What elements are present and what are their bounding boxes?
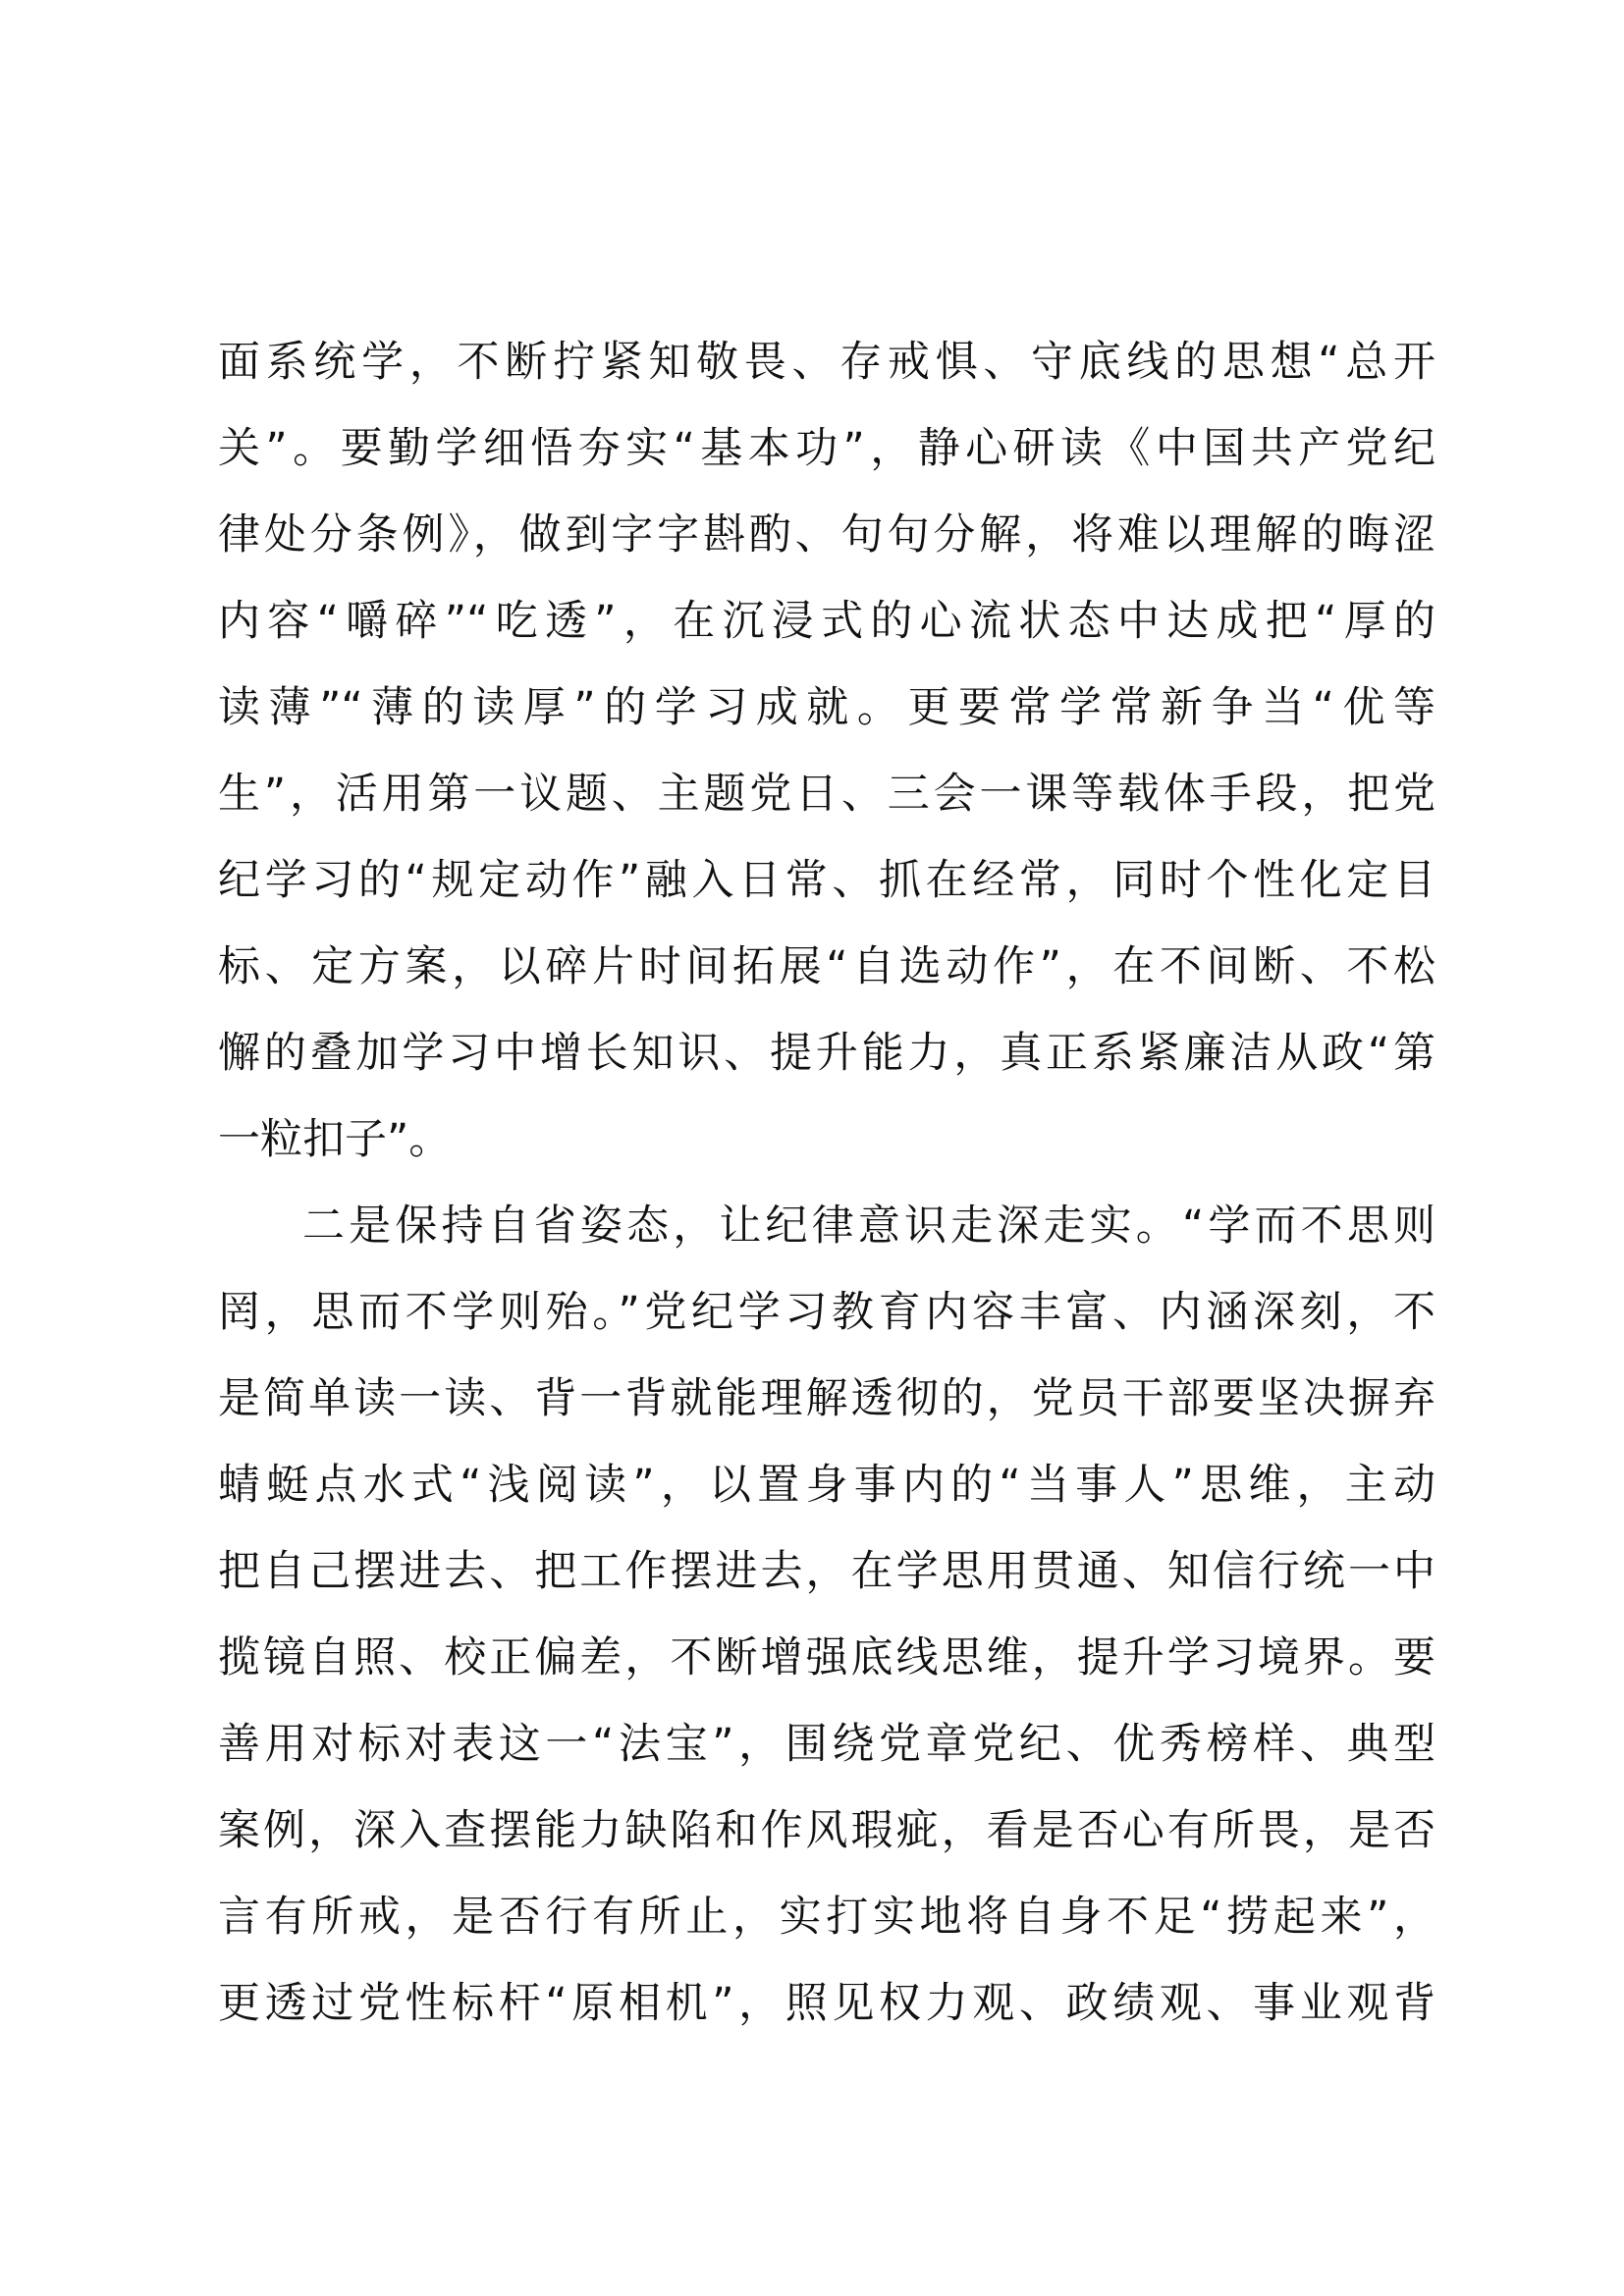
text-line: 律处分条例》，做到字字斟酌、句句分解，将难以理解的晦涩 bbox=[218, 510, 1435, 560]
text-line: 关”。要勤学细悟夯实“基本功”，静心研读《中国共产党纪 bbox=[218, 424, 1435, 473]
text-line: 生”，活用第一议题、主题党日、三会一课等载体手段，把党 bbox=[218, 770, 1435, 819]
text-line: 把自己摆进去、把工作摆进去，在学思用贯通、知信行统一中 bbox=[218, 1547, 1435, 1596]
text-line: 蜻蜓点水式“浅阅读”，以置身事内的“当事人”思维，主动 bbox=[218, 1461, 1435, 1510]
text-line: 面系统学，不断拧紧知敬畏、存戒惧、守底线的思想“总开 bbox=[218, 338, 1435, 387]
text-line: 揽镜自照、校正偏差，不断增强底线思维，提升学习境界。要 bbox=[218, 1633, 1435, 1682]
text-line: 内容“嚼碎”“吃透”，在沉浸式的心流状态中达成把“厚的 bbox=[218, 597, 1435, 646]
paragraph-start-line: 二是保持自省姿态，让纪律意识走深走实。“学而不思则 bbox=[302, 1201, 1435, 1251]
text-line: 是简单读一读、背一背就能理解透彻的，党员干部要坚决摒弃 bbox=[218, 1374, 1435, 1423]
text-line: 懈的叠加学习中增长知识、提升能力，真正系紧廉洁从政“第 bbox=[218, 1029, 1435, 1078]
text-line: 一粒扣子”。 bbox=[218, 1115, 452, 1164]
text-line: 读薄”“薄的读厚”的学习成就。更要常学常新争当“优等 bbox=[218, 683, 1435, 732]
text-line: 案例，深入查摆能力缺陷和作风瑕疵，看是否心有所畏，是否 bbox=[218, 1806, 1435, 1855]
body-text bbox=[218, 319, 1435, 2047]
text-line: 更透过党性标杆“原相机”，照见权力观、政绩观、事业观背 bbox=[218, 1979, 1435, 2028]
text-line: 标、定方案，以碎片时间拓展“自选动作”，在不间断、不松 bbox=[218, 942, 1435, 991]
text-line: 善用对标对表这一“法宝”，围绕党章党纪、优秀榜样、典型 bbox=[218, 1720, 1435, 1769]
text-line: 纪学习的“规定动作”融入日常、抓在经常，同时个性化定目 bbox=[218, 856, 1435, 905]
text-line: 言有所戒，是否行有所止，实打实地将自身不足“捞起来”， bbox=[218, 1893, 1435, 1942]
text-line: 罔，思而不学则殆。”党纪学习教育内容丰富、内涵深刻，不 bbox=[218, 1288, 1435, 1337]
